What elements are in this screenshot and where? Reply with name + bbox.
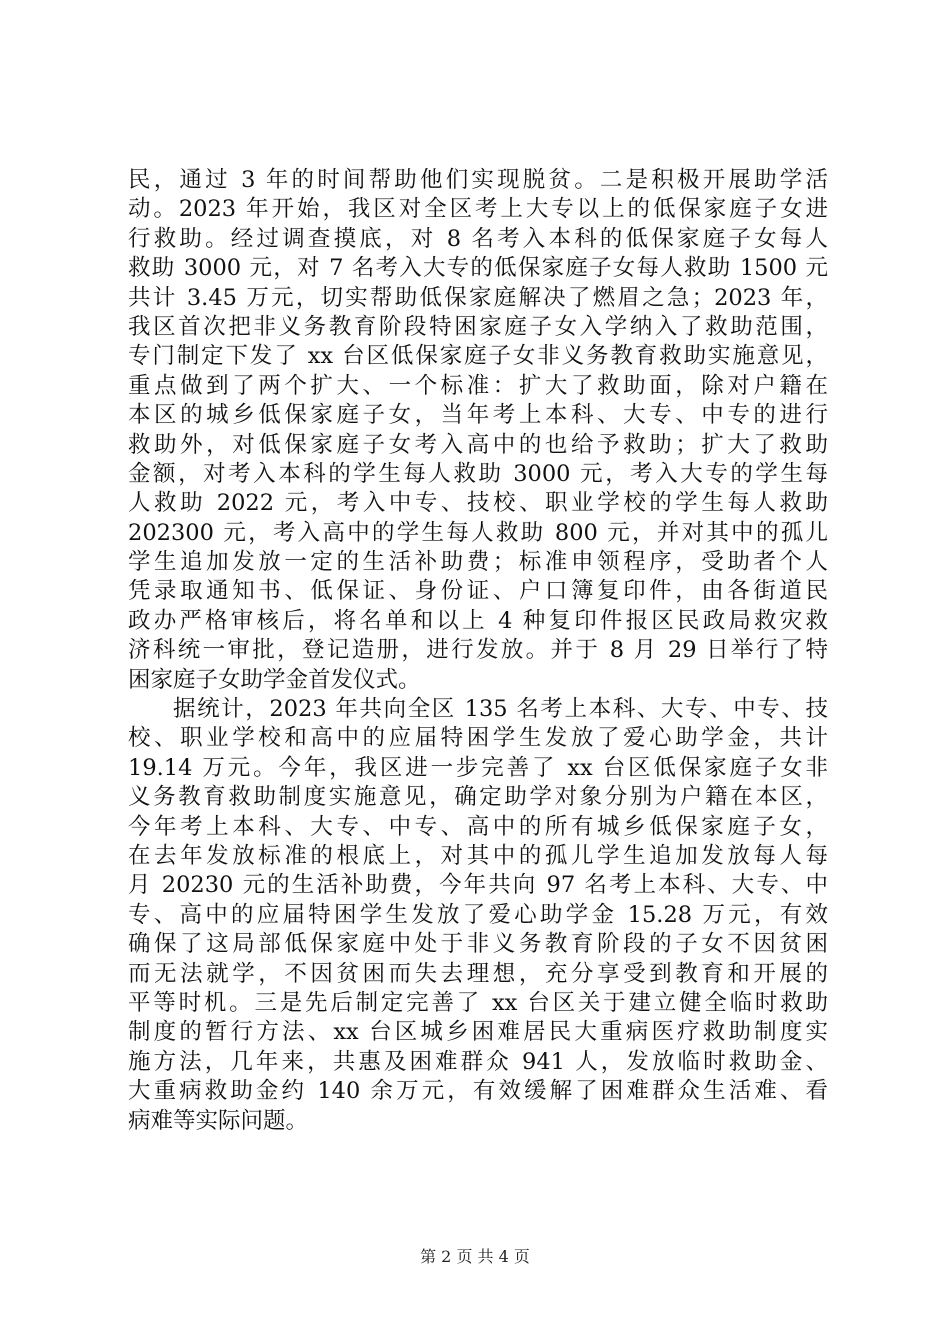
text-line: 重点做到了两个扩大、一个标准：扩大了救助面，除对户籍在 [128,372,828,399]
text-line: 本区的城乡低保家庭子女，当年考上本科、大专、中专的进行 [128,402,828,429]
text-line: 病难等实际问题。 [128,1107,309,1134]
text-line: 金额，对考入本科的学生每人救助 3000 元，考入大专的学生每 [128,460,828,487]
text-line: 专、高中的应届特困学生发放了爱心助学金 15.28 万元，有效 [128,901,828,928]
text-line: 确保了这局部低保家庭中处于非义务教育阶段的子女不因贫困 [128,931,828,958]
text-line: 制度的暂行方法、xx 台区城乡困难居民大重病医疗救助制度实 [128,1019,828,1046]
page-number-label: 第 2 页 共 4 页 [420,1247,530,1266]
text-line: 而无法就学，不因贫困而失去理想，充分享受到教育和开展的 [128,960,828,987]
text-line: 学生追加发放一定的生活补助费；标准申领程序，受助者个人 [128,549,828,576]
document-body [128,166,828,1136]
text-line: 平等时机。三是先后制定完善了 xx 台区关于建立健全临时救助 [128,989,828,1016]
text-line: 校、职业学校和高中的应届特困学生发放了爱心助学金，共计 [128,725,828,752]
text-line: 在去年发放标准的根底上，对其中的孤儿学生追加发放每人每 [128,842,828,869]
text-line: 救助 3000 元，对 7 名考入大专的低保家庭子女每人救助 1500 元 [128,255,828,282]
text-line: 动。2023 年开始，我区对全区考上大专以上的低保家庭子女进 [128,196,828,223]
page-footer [0,1244,950,1267]
text-line: 19.14 万元。今年，我区进一步完善了 xx 台区低保家庭子女非 [128,754,828,781]
text-line: 济科统一审批，登记造册，进行发放。并于 8 月 29 日举行了特 [128,637,828,664]
text-line: 人救助 2022 元，考入中专、技校、职业学校的学生每人救助 [128,490,828,517]
paragraph-2 [128,695,828,1136]
text-line: 困家庭子女助学金首发仪式。 [128,666,421,693]
text-line: 义务教育救助制度实施意见，确定助学对象分别为户籍在本区， [128,784,828,811]
text-line: 专门制定下发了 xx 台区低保家庭子女非义务教育救助实施意见， [128,343,828,370]
text-line: 据统计，2023 年共向全区 135 名考上本科、大专、中专、技 [173,696,828,723]
text-line: 今年考上本科、大专、中专、高中的所有城乡低保家庭子女， [128,813,828,840]
text-line: 行救助。经过调查摸底，对 8 名考入本科的低保家庭子女每人 [128,225,828,252]
text-line: 大重病救助金约 140 余万元，有效缓解了困难群众生活难、看 [128,1078,828,1105]
text-line: 月 20230 元的生活补助费，今年共向 97 名考上本科、大专、中 [128,872,828,899]
text-line: 救助外，对低保家庭子女考入高中的也给予救助；扩大了救助 [128,431,828,458]
text-line: 共计 3.45 万元，切实帮助低保家庭解决了燃眉之急；2023 年， [128,284,828,311]
paragraph-1 [128,166,828,695]
text-line: 民，通过 3 年的时间帮助他们实现脱贫。二是积极开展助学活 [128,167,828,193]
text-line: 我区首次把非义务教育阶段特困家庭子女入学纳入了救助范围， [128,313,828,340]
text-line: 政办严格审核后，将名单和以上 4 种复印件报区民政局救灾救 [128,607,828,634]
text-line: 施方法，几年来，共惠及困难群众 941 人，发放临时救助金、 [128,1048,828,1075]
text-line: 凭录取通知书、低保证、身份证、户口簿复印件，由各街道民 [128,578,828,605]
text-line: 202300 元，考入高中的学生每人救助 800 元，并对其中的孤儿 [128,519,828,546]
